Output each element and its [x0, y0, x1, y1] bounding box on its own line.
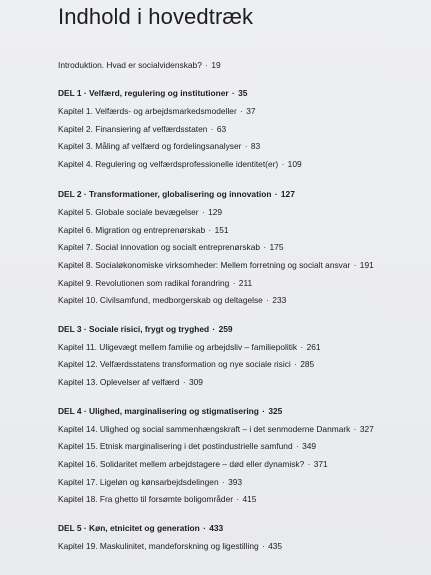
- entry-text: Kapitel 7. Social innovation og socialt entreprenørskab: [58, 242, 261, 252]
- toc-chapter-8: [58, 259, 374, 271]
- entry-text: Kapitel 18. Fra ghetto til forsømte boligområder: [58, 494, 234, 504]
- entry-text: Kapitel 1. Velfærds- og arbejdsmarkedsmodeller: [58, 106, 237, 116]
- toc-chapter-19: [58, 540, 282, 552]
- entry-text: Kapitel 17. Ligeløn og kønsarbejdsdelingen: [58, 477, 219, 487]
- toc-chapter-2: [58, 123, 226, 135]
- entry-page: 349: [302, 441, 317, 451]
- toc-chapter-7: [58, 241, 283, 253]
- separator-dot: ·: [229, 88, 238, 98]
- entry-page: 63: [216, 124, 227, 134]
- entry-text: DEL 4 · Ulighed, marginalisering og stigmatisering: [58, 406, 259, 416]
- separator-dot: ·: [293, 441, 302, 451]
- separator-dot: ·: [259, 406, 268, 416]
- entry-page: 435: [268, 541, 283, 551]
- separator-dot: ·: [200, 523, 209, 533]
- entry-text: Kapitel 4. Regulering og velfærdsprofessionelle identitet(er): [58, 159, 279, 169]
- entry-page: 191: [359, 260, 374, 270]
- entry-page: 37: [246, 106, 256, 116]
- entry-page: 327: [359, 424, 374, 434]
- entry-text: DEL 1 · Velfærd, regulering og institutioner: [58, 88, 229, 98]
- page-title: Indhold i hovedtræk: [58, 4, 254, 29]
- separator-dot: ·: [261, 242, 269, 252]
- toc-chapter-17: [58, 476, 242, 488]
- toc-chapter-11: [58, 341, 321, 353]
- entry-page: 261: [306, 342, 321, 352]
- entry-page: 129: [208, 207, 223, 217]
- toc-chapter-16: [58, 458, 328, 470]
- toc-part-4: [58, 405, 282, 417]
- toc-chapter-10: [58, 294, 286, 306]
- entry-page: 127: [280, 189, 295, 199]
- separator-dot: ·: [180, 377, 188, 387]
- separator-dot: ·: [199, 207, 208, 217]
- toc-chapter-6: [58, 224, 229, 236]
- toc-chapter-1: [58, 105, 256, 117]
- toc-part-5: [58, 522, 223, 534]
- entry-page: 433: [209, 523, 224, 533]
- separator-dot: ·: [230, 278, 238, 288]
- entry-text: Kapitel 11. Uligevægt mellem familie og arbejdsliv – familiepolitik: [58, 342, 298, 352]
- entry-page: 151: [214, 225, 229, 235]
- toc-chapter-9: [58, 277, 252, 289]
- toc-chapter-4: [58, 158, 302, 170]
- entry-page: 233: [272, 295, 287, 305]
- separator-dot: ·: [242, 141, 250, 151]
- entry-text: Kapitel 14. Ulighed og social sammenhængskraft – i det senmoderne Danmark: [58, 424, 351, 434]
- entry-page: 175: [269, 242, 284, 252]
- separator-dot: ·: [208, 124, 216, 134]
- separator-dot: ·: [279, 159, 287, 169]
- entry-page: 415: [242, 494, 257, 504]
- entry-text: Kapitel 12. Velfærdsstatens transformation og nye sociale risici: [58, 359, 291, 369]
- separator-dot: ·: [259, 541, 268, 551]
- entry-text: DEL 2 · Transformationer, globalisering og innovation: [58, 189, 272, 199]
- entry-text: Kapitel 3. Måling af velfærd og fordelingsanalyser: [58, 141, 242, 151]
- entry-text: Kapitel 10. Civilsamfund, medborgerskab og deltagelse: [58, 295, 263, 305]
- entry-text: Kapitel 15. Etnisk marginalisering i det postindustrielle samfund: [58, 441, 293, 451]
- entry-page: 259: [218, 324, 233, 334]
- entry-text: Kapitel 2. Finansiering af velfærdsstaten: [58, 124, 208, 134]
- toc-chapter-12: [58, 358, 314, 370]
- toc-chapter-14: [58, 423, 374, 435]
- toc-chapter-18: [58, 493, 256, 505]
- entry-page: 371: [313, 459, 328, 469]
- toc-part-1: [58, 87, 247, 99]
- entry-page: 19: [211, 60, 221, 70]
- entry-text: Introduktion. Hvad er socialvidenskab?: [58, 60, 202, 70]
- separator-dot: ·: [351, 260, 359, 270]
- entry-page: 211: [238, 278, 253, 288]
- entry-page: 309: [188, 377, 203, 387]
- toc-chapter-15: [58, 440, 316, 452]
- separator-dot: ·: [219, 477, 228, 487]
- toc-part-2: [58, 188, 295, 200]
- separator-dot: ·: [206, 225, 214, 235]
- entry-text: DEL 5 · Køn, etnicitet og generation: [58, 523, 200, 533]
- entry-page: 109: [287, 159, 302, 169]
- separator-dot: ·: [202, 60, 211, 70]
- entry-page: 83: [250, 141, 261, 151]
- toc-intro: [58, 59, 221, 71]
- separator-dot: ·: [272, 189, 280, 199]
- entry-text: Kapitel 5. Globale sociale bevægelser: [58, 207, 199, 217]
- separator-dot: ·: [237, 106, 246, 116]
- entry-page: 393: [228, 477, 243, 487]
- separator-dot: ·: [291, 359, 300, 369]
- entry-text: Kapitel 16. Solidaritet mellem arbejdstagere – død eller dynamisk?: [58, 459, 305, 469]
- entry-text: Kapitel 19. Maskulinitet, mandeforskning og ligestilling: [58, 541, 259, 551]
- separator-dot: ·: [234, 494, 242, 504]
- entry-text: Kapitel 13. Oplevelser af velfærd: [58, 377, 180, 387]
- entry-text: Kapitel 9. Revolutionen som radikal forandring: [58, 278, 230, 288]
- toc-part-3: [58, 323, 233, 335]
- separator-dot: ·: [351, 424, 359, 434]
- entry-page: 35: [238, 88, 248, 98]
- separator-dot: ·: [305, 459, 313, 469]
- entry-text: DEL 3 · Sociale risici, frygt og tryghed: [58, 324, 210, 334]
- entry-page: 325: [268, 406, 283, 416]
- toc-chapter-3: [58, 140, 260, 152]
- entry-page: 285: [300, 359, 315, 369]
- separator-dot: ·: [263, 295, 272, 305]
- entry-text: Kapitel 6. Migration og entreprenørskab: [58, 225, 206, 235]
- toc-chapter-5: [58, 206, 222, 218]
- separator-dot: ·: [210, 324, 218, 334]
- separator-dot: ·: [298, 342, 306, 352]
- entry-text: Kapitel 8. Socialøkonomiske virksomheder: Mellem forretning og socialt ansvar: [58, 260, 351, 270]
- toc-chapter-13: [58, 376, 203, 388]
